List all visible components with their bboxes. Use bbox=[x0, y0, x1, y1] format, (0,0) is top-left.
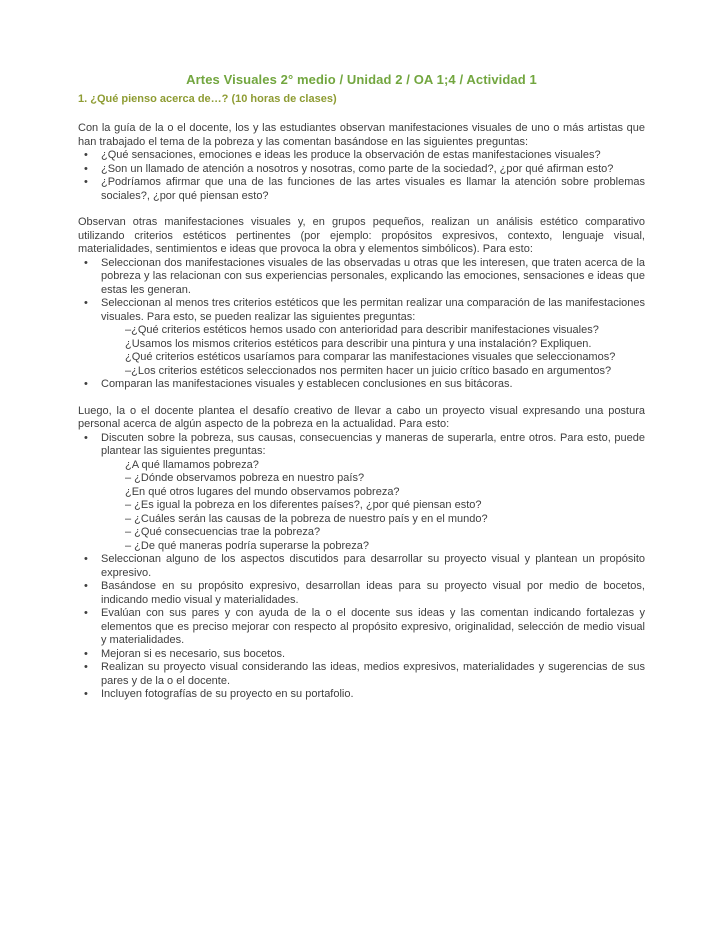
sub-question: – ¿Dónde observamos pobreza en nuestro país? bbox=[125, 472, 365, 484]
list-item: • Comparan las manifestaciones visuales y establecen conclusiones en sus bitácoras. bbox=[78, 378, 645, 392]
section-spacer bbox=[78, 203, 645, 216]
sub-question: – ¿Qué consecuencias trae la pobreza? bbox=[125, 526, 321, 538]
sub-question: ¿Usamos los mismos criterios estéticos para describir una pintura y una instalación? Expliquen. bbox=[125, 337, 592, 350]
list-item: • Incluyen fotografías de su proyecto en su portafolio. bbox=[78, 688, 645, 702]
activity-heading: 1. ¿Qué pienso acerca de…? (10 horas de clases) bbox=[78, 93, 337, 105]
list-item bbox=[78, 297, 645, 378]
list-item: • ¿Son un llamado de atención a nosotros y nosotras, como parte de la sociedad?, ¿por qué afirman esto? bbox=[78, 163, 645, 177]
list-item: • Seleccionan dos manifestaciones visuales de las observadas u otras que les interesen, que traten acerca de la pobreza y las relacionan con sus experiencias personales, explicando las emociones, sensaciones e ideas que estas les generan. bbox=[78, 257, 645, 298]
list-item: • Mejoran si es necesario, sus bocetos. bbox=[78, 648, 645, 662]
list-item: • Basándose en su propósito expresivo, desarrollan ideas para su proyecto visual por medio de bocetos, indicando medio visual y materialidades. bbox=[78, 580, 645, 607]
intro-bullet-list bbox=[78, 149, 645, 203]
project-bullet-list bbox=[78, 432, 645, 702]
sub-question: –¿Qué criterios estéticos hemos usado con anterioridad para describir manifestaciones visuales? bbox=[125, 324, 599, 336]
document-title: Artes Visuales 2° medio / Unidad 2 / OA 1;4 / Actividad 1 bbox=[186, 72, 537, 87]
analysis-bullet-list bbox=[78, 257, 645, 392]
list-item: • Realizan su proyecto visual considerando las ideas, medios expresivos, materialidades y sugerencias de sus pares y de la o el docente. bbox=[78, 661, 645, 688]
list-item bbox=[78, 432, 645, 554]
sub-question: ¿En qué otros lugares del mundo observamos pobreza? bbox=[125, 485, 400, 498]
list-item: • Evalúan con sus pares y con ayuda de la o el docente sus ideas y las comentan indicando fortalezas y elementos que es preciso mejorar con respecto al propósito expresivo, originalidad, selección de medio visual y materialidades. bbox=[78, 607, 645, 648]
sub-question: – ¿De qué maneras podría superarse la pobreza? bbox=[125, 539, 369, 552]
list-item: • ¿Qué sensaciones, emociones e ideas les produce la observación de estas manifestaciones visuales? bbox=[78, 149, 645, 163]
list-item-text: Discuten sobre la pobreza, sus causas, consecuencias y maneras de superarla, entre otros. Para esto, puede plantear las siguientes preguntas: bbox=[101, 431, 645, 457]
list-item: • ¿Podríamos afirmar que una de las funciones de las artes visuales es llamar la atención sobre problemas sociales?, ¿por qué piensan esto? bbox=[78, 176, 645, 203]
list-item-text: Seleccionan al menos tres criterios estéticos que les permitan realizar una comparación de las manifestaciones visuales. Para esto, se pueden realizar las siguientes preguntas: bbox=[101, 297, 645, 323]
project-paragraph: Luego, la o el docente plantea el desafío creativo de llevar a cabo un proyecto visual expresando una postura personal acerca de algún aspecto de la pobreza en la actualidad. Para esto: bbox=[78, 404, 645, 430]
list-item: • Seleccionan alguno de los aspectos discutidos para desarrollar su proyecto visual y plantean un propósito expresivo. bbox=[78, 553, 645, 580]
intro-paragraph: Con la guía de la o el docente, los y las estudiantes observan manifestaciones visuales de uno o más artistas que han trabajado el tema de la pobreza y las comentan basándose en las siguientes preguntas: bbox=[78, 122, 645, 148]
sub-question-list bbox=[101, 324, 645, 378]
sub-question: – ¿Cuáles serán las causas de la pobreza de nuestro país y en el mundo? bbox=[125, 512, 488, 525]
sub-question: –¿Los criterios estéticos seleccionados nos permiten hacer un juicio crítico basado en argumentos? bbox=[125, 364, 612, 377]
sub-question: – ¿Es igual la pobreza en los diferentes países?, ¿por qué piensan esto? bbox=[125, 499, 482, 511]
analysis-paragraph: Observan otras manifestaciones visuales y, en grupos pequeños, realizan un análisis estético comparativo utilizando criterios estéticos pertinentes (por ejemplo: propósitos expresivos, contexto, lenguaje visual, materialidades, sentimientos e ideas que provoca la obra y elementos simbólicos). Para esto: bbox=[78, 216, 645, 255]
sub-question-list bbox=[101, 459, 645, 554]
sub-question: ¿Qué criterios estéticos usaríamos para comparar las manifestaciones visuales que seleccionamos? bbox=[125, 351, 616, 363]
sub-question: ¿A qué llamamos pobreza? bbox=[125, 458, 259, 471]
section-spacer bbox=[78, 392, 645, 405]
